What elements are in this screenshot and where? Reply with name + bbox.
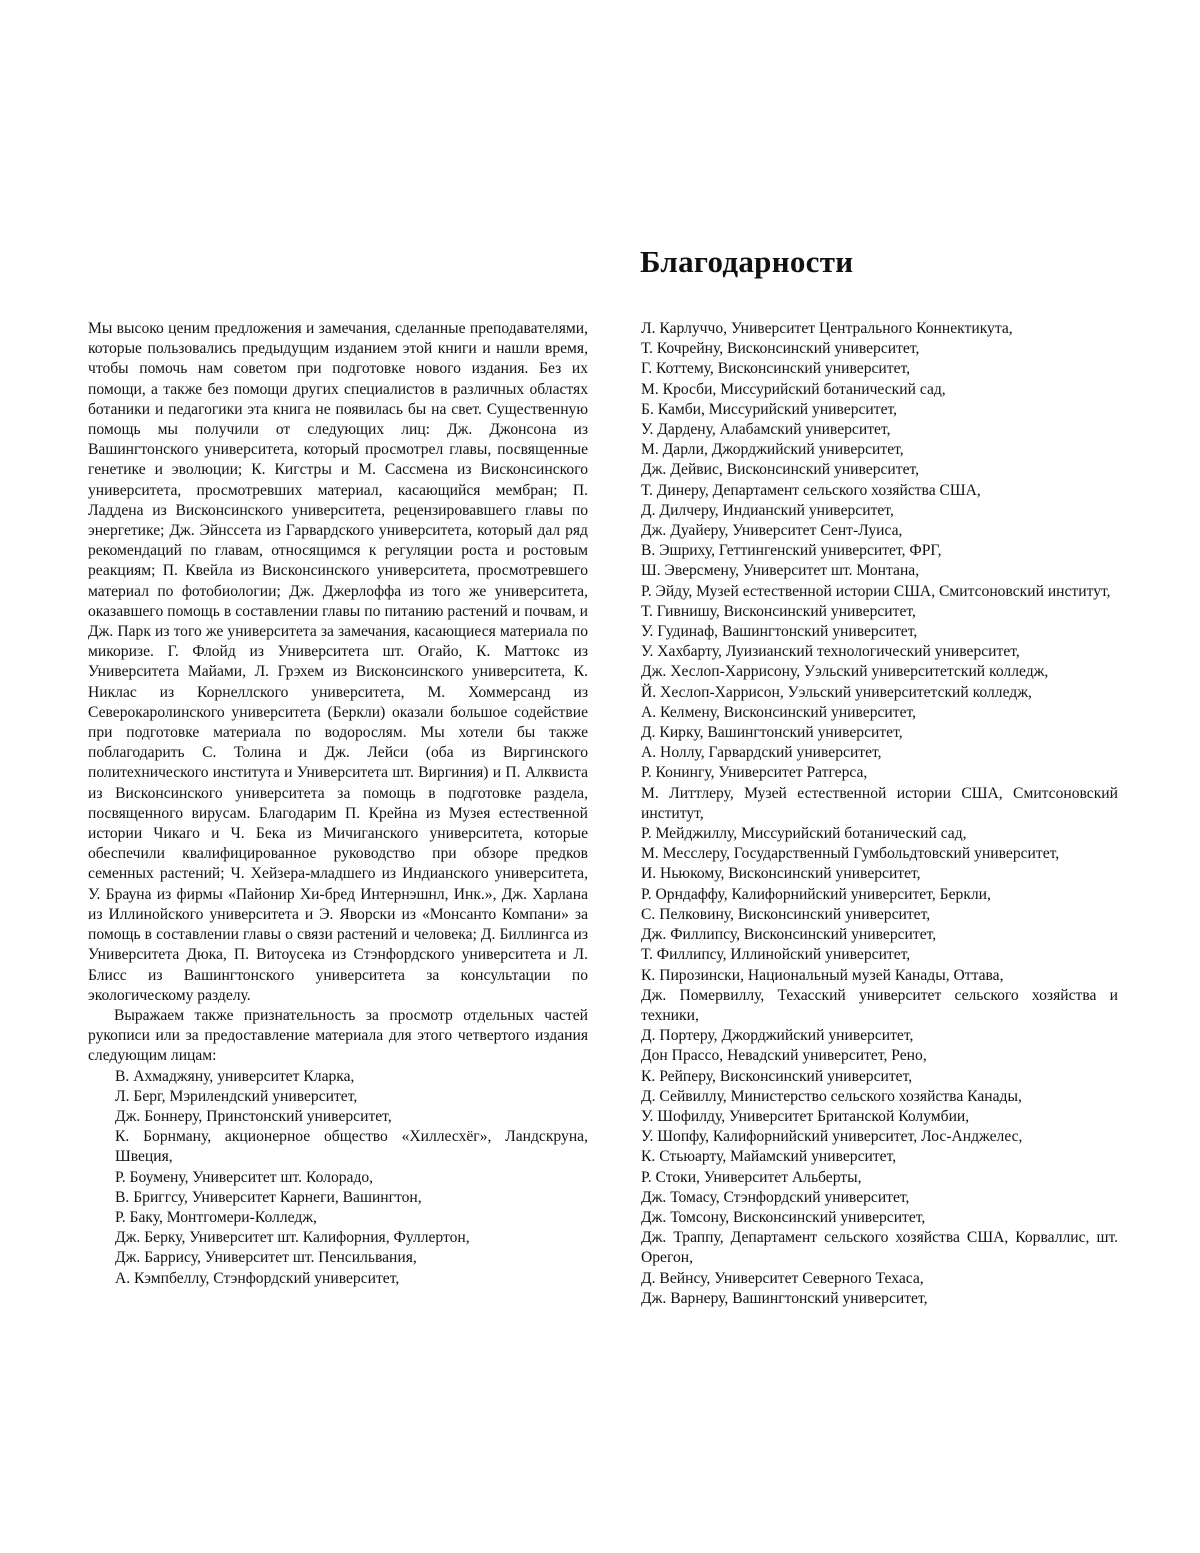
acknowledgement-entry: М. Литтлеру, Музей естественной истории США, Смитсоновский институт, <box>641 784 1118 822</box>
acknowledgement-entry: К. Рейперу, Висконсинский университет, <box>641 1067 913 1085</box>
left-acknowledgement-list <box>88 1067 588 1289</box>
acknowledgement-entry: С. Пелковину, Висконсинский университет, <box>641 905 931 923</box>
acknowledgement-entry: Дж. Филлипсу, Висконсинский университет, <box>641 926 937 944</box>
acknowledgement-entry: К. Пирозински, Национальный музей Канады, Оттава, <box>641 966 1004 984</box>
acknowledgement-entry: А. Келмену, Висконсинский университет, <box>641 703 917 721</box>
acknowledgement-entry: М. Кросби, Миссурийский ботанический сад, <box>641 380 946 398</box>
acknowledgement-entry: Д. Вейнсу, Университет Северного Техаса, <box>641 1269 924 1287</box>
acknowledgement-entry: В. Ахмаджяну, университет Кларка, <box>115 1067 355 1085</box>
acknowledgement-entry: Р. Баку, Монтгомери-Колледж, <box>115 1208 317 1226</box>
acknowledgement-entry: И. Ньюкому, Висконсинский университет, <box>641 865 921 883</box>
acknowledgement-entry: У. Хахбарту, Луизианский технологический университет, <box>641 643 1020 661</box>
acknowledgement-entry: Д. Портеру, Джорджийский университет, <box>641 1027 914 1045</box>
acknowledgement-entry: Р. Орндаффу, Калифорнийский университет, Беркли, <box>641 885 991 903</box>
acknowledgement-entry: К. Стьюарту, Майамский университет, <box>641 1148 897 1166</box>
acknowledgement-entry: Д. Дилчеру, Индианский университет, <box>641 501 894 519</box>
acknowledgement-entry: Дж. Хеслоп-Харрисону, Уэльский университетский колледж, <box>641 663 1049 681</box>
acknowledgement-entry: Дж. Томасу, Стэнфордский университет, <box>641 1188 910 1206</box>
acknowledgement-entry: А. Ноллу, Гарвардский университет, <box>641 744 882 762</box>
acknowledgement-entry: Дон Прассо, Невадский университет, Рено, <box>641 1047 927 1065</box>
acknowledgement-entry: Дж. Томсону, Висконсинский университет, <box>641 1208 926 1226</box>
acknowledgement-entry: У. Гудинаф, Вашингтонский университет, <box>641 623 918 641</box>
page-title: Благодарности <box>640 244 854 279</box>
acknowledgement-entry: В. Бриггсу, Университет Карнеги, Вашингтон, <box>115 1188 422 1206</box>
acknowledgement-entry: Дж. Боннеру, Принстонский университет, <box>115 1107 392 1125</box>
acknowledgement-entry: Д. Кирку, Вашингтонский университет, <box>641 724 903 742</box>
acknowledgement-entry: Л. Берг, Мэрилендский университет, <box>115 1087 358 1105</box>
acknowledgement-paragraph: Выражаем также признательность за просмотр отдельных частей рукописи или за предоставление материала для этого четвертого издания следующим лицам: <box>88 1006 588 1065</box>
acknowledgement-entry: Дж. Траппу, Департамент сельского хозяйства США, Корваллис, шт. Орегон, <box>641 1229 1118 1267</box>
acknowledgement-entry: А. Кэмпбеллу, Стэнфордский университет, <box>115 1269 400 1287</box>
acknowledgement-entry: М. Дарли, Джорджийский университет, <box>641 441 904 459</box>
acknowledgement-entry: Л. Карлуччо, Университет Центрального Коннектикута, <box>641 320 1013 337</box>
acknowledgement-entry: Т. Гивнишу, Висконсинский университет, <box>641 602 916 620</box>
right-acknowledgement-list <box>641 319 1118 1309</box>
acknowledgement-entry: Дж. Варнеру, Вашингтонский университет, <box>641 1289 928 1307</box>
acknowledgement-entry: Дж. Берку, Университет шт. Калифорния, Фуллертон, <box>115 1229 470 1247</box>
acknowledgement-entry: Т. Динеру, Департамент сельского хозяйства США, <box>641 481 981 499</box>
acknowledgement-entry: Р. Стоки, Университет Альберты, <box>641 1168 862 1186</box>
acknowledgement-entry: Дж. Дейвис, Висконсинский университет, <box>641 461 920 479</box>
acknowledgement-entry: Р. Боумену, Университет шт. Колорадо, <box>115 1168 374 1186</box>
acknowledgement-entry: Г. Коттему, Висконсинский университет, <box>641 360 911 378</box>
acknowledgement-entry: М. Месслеру, Государственный Гумбольдтовский университет, <box>641 845 1060 863</box>
acknowledgement-entry: Р. Эйду, Музей естественной истории США, Смитсоновский институт, <box>641 582 1111 600</box>
acknowledgement-entry: У. Дардену, Алабамский университет, <box>641 421 891 439</box>
acknowledgement-entry: К. Борнману, акционерное общество «Хиллесхёг», Ландскруна, Швеция, <box>115 1128 588 1166</box>
acknowledgement-entry: Т. Кочрейну, Висконсинский университет, <box>641 340 920 358</box>
acknowledgement-entry: Б. Камби, Миссурийский университет, <box>641 400 898 418</box>
right-column <box>641 319 1118 1309</box>
acknowledgement-entry: В. Эшриху, Геттингенский университет, ФРГ, <box>641 542 942 560</box>
acknowledgement-entry: Р. Конингу, Университет Ратгерса, <box>641 764 868 782</box>
acknowledgement-entry: У. Шофилду, Университет Британской Колумбии, <box>641 1107 970 1125</box>
acknowledgement-entry: Т. Филлипсу, Иллинойский университет, <box>641 946 911 964</box>
acknowledgement-entry: Д. Сейвиллу, Министерство сельского хозяйства Канады, <box>641 1087 1022 1105</box>
acknowledgement-entry: Дж. Баррису, Университет шт. Пенсильвания, <box>115 1249 417 1267</box>
acknowledgement-entry: Р. Мейджиллу, Миссурийский ботанический сад, <box>641 825 967 843</box>
acknowledgement-entry: У. Шопфу, Калифорнийский университет, Лос-Анджелес, <box>641 1128 1023 1146</box>
intro-paragraph: Мы высоко ценим предложения и замечания, сделанные преподавателями, которые пользовались предыдущим изданием этой книги и нашли время, чтобы помочь нам советом при подготовке нового издания. Без их помощи, а также без помощи других специалистов в различных областях ботаники и педагогики эта книга не появилась бы на свет. Существенную помощь мы получили от следующих лиц: Дж. Джонсона из Вашингтонского университета, который просмотрел главы, посвященные генетике и эволюции; К. Кигстры и М. Сассмена из Висконсинского университета, просмотревших материал, касающийся мембран; П. Ладдена из Висконсинского университета, рецензировавшего главы по энергетике; Дж. Эйнссета из Гарвардского университета, который дал ряд рекомендаций по главам, относящимся к регуляции роста и ростовым реакциям; П. Квейла из Висконсинского университета, просмотревшего материал по фотобиологии; Дж. Джерлоффа из того же университета, оказавшего помощь в составлении главы по питанию растений и почвам, и Дж. Парк из того же университета за замечания, касающиеся материала по микоризе. Г. Флойд из Университета шт. Огайо, К. Маттокс из Университета Майами, Л. Грэхем из Висконсинского университета, К. Никлас из Корнеллского университета, М. Хоммерсанд из Северокаролинского университета (Беркли) оказали большое содействие при подготовке материала по водорослям. Мы хотели бы также поблагодарить С. Толина и Дж. Лейси (оба из Виргинского политехнического института и Университета шт. Виргиния) и П. Алквиста из Висконсинского университета за помощь в подготовке раздела, посвященного вирусам. Благодарим П. Крейна из Музея естественной истории Чикаго и Ч. Бека из Мичиганского университета, которые обеспечили квалифицированное руководство при обзоре предков семенных растений; Ч. Хейзера-младшего из Индианского университета, У. Брауна из фирмы «Пайонир Хи-бред Интернэшнл, Инк.», Дж. Харлана из Иллинойского университета и Э. Яворски из «Монсанто Компани» за помощь в составлении главы о связи растений и человека; Д. Биллингса из Университета Дюка, П. Витоусека из Стэнфордского университета и Л. Блисс из Вашингтонского университета за консультации по экологическому разделу. <box>88 320 588 1004</box>
acknowledgement-entry: Дж. Дуайеру, Университет Сент-Луиса, <box>641 522 903 540</box>
acknowledgement-entry: Дж. Помервиллу, Техасский университет сельского хозяйства и техники, <box>641 986 1118 1024</box>
acknowledgement-entry: Й. Хеслоп-Харрисон, Уэльский университетский колледж, <box>641 683 1032 701</box>
left-column <box>88 319 588 1289</box>
acknowledgement-entry: Ш. Эверсмену, Университет шт. Монтана, <box>641 562 920 580</box>
